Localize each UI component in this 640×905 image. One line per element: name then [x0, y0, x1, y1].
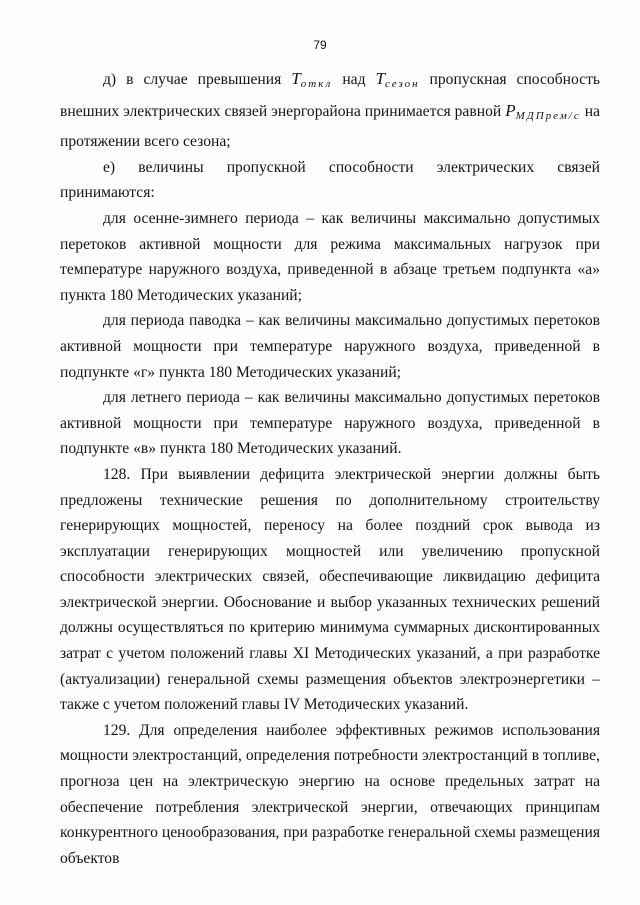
paragraph-autumn-winter: для осенне-зимнего периода – как величины максимально допустимых перетоков активной мощности для режима максимальных нагрузок при температуре наружного воздуха, приведенной в абзаце третьем подпункта «а» пункта 180 Методических указаний;	[60, 209, 600, 304]
paragraph-d-between: над	[332, 71, 376, 88]
paragraph-summer: для летнего периода – как величины максимально допустимых перетоков активной мощности при температуре наружного воздуха, приведенной в подпункте «в» пункта 180 Методических указаний.	[60, 389, 600, 458]
t-sezon-symbol: $T_{сезон}$	[375, 69, 420, 90]
paragraph-d-prefix: д) в случае превышения	[103, 71, 292, 88]
paragraph-d-suffix: на протяжении всего сезона;	[60, 102, 601, 151]
document-body	[60, 66, 600, 871]
t-otkl-symbol: $T_{откл}$	[291, 69, 333, 90]
paragraph-129: 129. Для определения наиболее эффективных режимов использования мощности электростанций, определения потребности электростанций в топливе, прогноза цен на электрическую энергию на основе предельных затрат на обеспечение потребления электрической энергии, отвечающих принципам конкурентного ценообразования, при разработке генеральной схемы размещения объектов	[60, 721, 600, 867]
paragraph-d	[60, 66, 600, 155]
paragraph-d-middle: пропускная способность внешних электрических связей энергорайона принимается равной	[60, 71, 601, 120]
page-number: 79	[313, 38, 327, 52]
paragraph-e: е) величины пропускной способности электрических связей принимаются:	[60, 158, 600, 202]
paragraph-flood-period: для периода паводка – как величины максимально допустимых перетоков активной мощности при температуре наружного воздуха, приведенной в подпункте «г» пункта 180 Методических указаний;	[60, 312, 600, 381]
paragraph-128: 128. При выявлении дефицита электрической энергии должны быть предложены технические решения по дополнительному строительству генерирующих мощностей, переносу на более поздний срок вывода из эксплуатации генерирующих мощностей или увеличению пропускной способности электрических связей, обеспечивающие ликвидацию дефицита электрической энергии. Обоснование и выбор указанных технических решений должны осуществляться по критерию минимума суммарных дисконтированных затрат с учетом положений главы XI Методических указаний, а при разработке (актуализации) генеральной схемы размещения объектов электроэнергетики – также с учетом положений главы IV Методических указаний.	[60, 465, 600, 714]
p-mdp-symbol: $P_{МДПрем/с}$	[505, 100, 581, 122]
